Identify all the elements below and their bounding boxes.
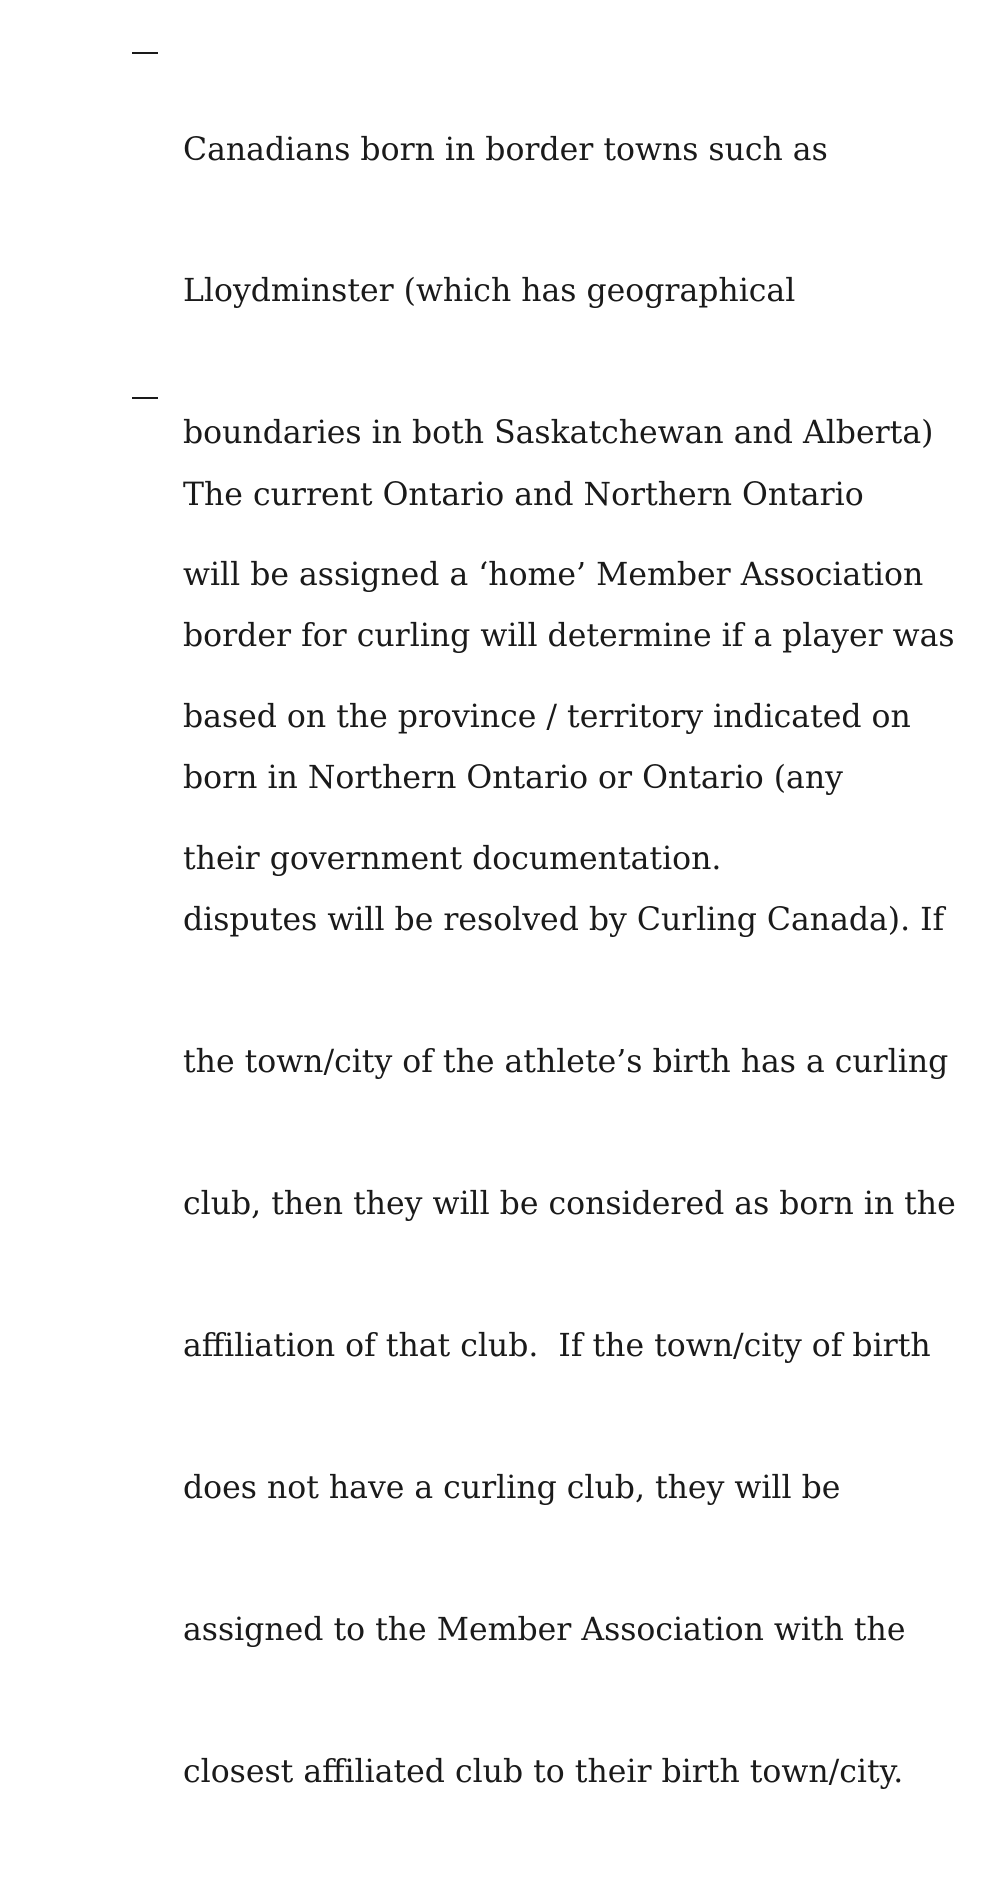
paragraph-line: closest affiliated club to their birth town/city.	[183, 1753, 904, 1790]
paragraph-line: Lloydminster (which has geographical	[183, 273, 796, 310]
paragraph-line: disputes will be resolved by Curling Canada). If	[183, 902, 945, 939]
paragraph-line: The current Ontario and Northern Ontario	[183, 476, 864, 513]
paragraph-line: border for curling will determine if a player was	[183, 618, 955, 655]
paragraph-line: born in Northern Ontario or Ontario (any	[183, 760, 843, 797]
paragraph-line: will be assigned a ‘home’ Member Association	[183, 557, 924, 594]
paragraph-line: boundaries in both Saskatchewan and Alberta)	[183, 415, 934, 452]
bullet-paragraph	[183, 377, 983, 1891]
paragraph-line: affiliation of that club. If the town/city of birth	[183, 1327, 931, 1364]
dash-bullet-icon	[132, 52, 158, 54]
paragraph-line: does not have a curling club, they will be	[183, 1469, 841, 1506]
paragraph-line: Canadians born in border towns such as	[183, 131, 828, 168]
paragraph-line: the town/city of the athlete’s birth has a curling	[183, 1044, 949, 1081]
paragraph-line: club, then they will be considered as born in the	[183, 1186, 956, 1223]
dash-bullet-icon	[132, 397, 158, 399]
paragraph-line: based on the province / territory indicated on	[183, 699, 911, 736]
paragraph-line: their government documentation.	[183, 841, 722, 878]
paragraph-line: assigned to the Member Association with the	[183, 1611, 906, 1648]
